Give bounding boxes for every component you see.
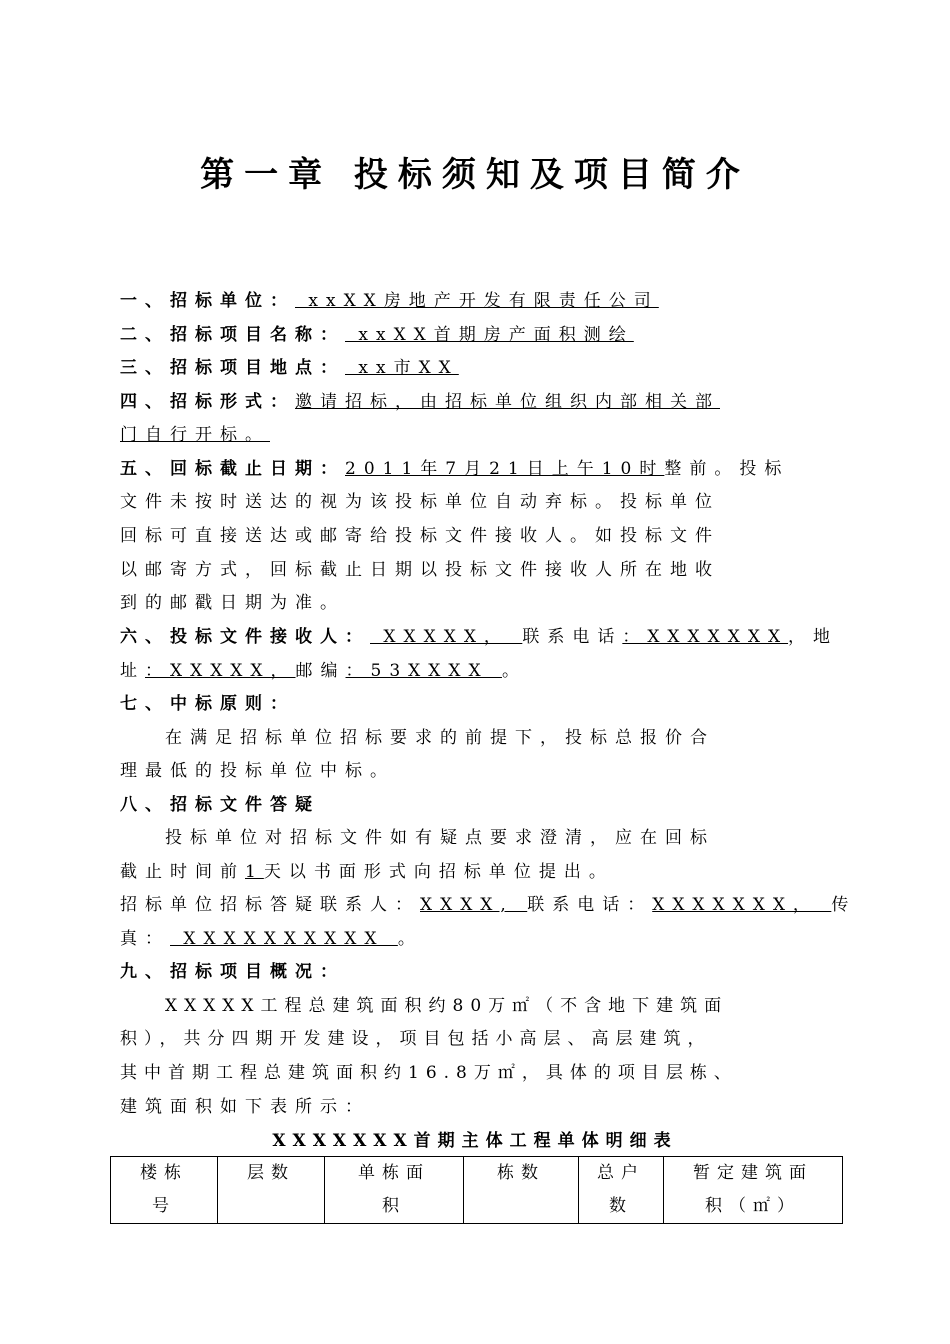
section-7-label: 七、中标原则： — [120, 694, 295, 714]
section-6-addr-pre: ，地 — [788, 627, 839, 647]
section-5-line3: 回标可直接送达或邮寄给投标文件接收人。如投标文件 — [120, 526, 720, 546]
section-8-contact-label: 招标单位招标答疑联系人： — [120, 895, 420, 915]
section-6-zip: ：53XXXX — [345, 661, 502, 681]
section-4-label: 四、招标形式： — [120, 392, 295, 412]
section-3-label: 三、招标项目地点： — [120, 358, 345, 378]
header-households: 总户 数 — [579, 1157, 664, 1224]
section-6-addr: ：XXXXX， — [145, 661, 296, 681]
section-9-label: 九、招标项目概况： — [120, 962, 345, 982]
section-2-value: xxXX首期房产面积测绘 — [345, 325, 634, 345]
section-8-fax: XXXXXXXXXX — [170, 929, 398, 949]
section-4-cont — [120, 421, 846, 449]
section-3-value: xx市XX — [345, 358, 459, 378]
section-9-line4: 建筑面积如下表所示： — [120, 1097, 370, 1117]
header-floors: 层数 — [218, 1157, 325, 1224]
section-4 — [120, 388, 846, 416]
section-8-end: 。 — [397, 929, 423, 949]
section-8-line2 — [120, 858, 846, 886]
section-8-fax-pre: 传 — [831, 895, 857, 915]
chapter-title: 第一章 投标须知及项目简介 — [200, 155, 750, 195]
section-8-line3 — [120, 891, 857, 919]
section-2 — [120, 321, 846, 349]
section-4-value-line1: 邀请招标，由招标单位组织内部相关部 — [295, 392, 720, 412]
section-8-phone: XXXXXXX， — [652, 895, 832, 915]
section-2-label: 二、招标项目名称： — [120, 325, 345, 345]
section-9-line2: 积），共分四期开发建设，项目包括小高层、高层建筑， — [120, 1029, 712, 1049]
table-header-row — [111, 1157, 843, 1224]
detail-table — [110, 1156, 843, 1224]
section-8-line2-pre: 截止时间前 — [120, 862, 245, 882]
section-5-line2: 文件未按时送达的视为该投标单位自动弃标。投标单位 — [120, 492, 720, 512]
header-building-count: 栋数 — [464, 1157, 579, 1224]
section-6-addr-label: 址 — [120, 661, 145, 681]
section-6-zip-label: 邮编 — [295, 661, 346, 681]
section-6-phone: ：XXXXXXX — [622, 627, 789, 647]
section-5-line5: 到的邮戳日期为准。 — [120, 593, 345, 613]
section-5-date: 2011年7月21日上午10时 — [345, 459, 665, 479]
section-6-label: 六、投标文件接收人： — [120, 627, 370, 647]
header-building-no: 楼栋 号 — [111, 1157, 218, 1224]
section-8-line4 — [120, 925, 846, 953]
section-5-label: 五、回标截止日期： — [120, 459, 345, 479]
section-8-fax-label: 真： — [120, 929, 170, 949]
section-6 — [120, 623, 846, 651]
section-7-line2: 理最低的投标单位中标。 — [120, 761, 395, 781]
section-6-name: XXXXX， — [370, 627, 523, 647]
section-9-line1: XXXXX工程总建筑面积约80万㎡（不含地下建筑面 — [165, 996, 729, 1016]
section-6-phone-label: 联系电话 — [522, 627, 623, 647]
section-1 — [120, 287, 846, 315]
section-1-value: xxXX房地产开发有限责任公司 — [295, 291, 659, 311]
section-4-value-line2: 门自行开标。 — [120, 425, 270, 445]
header-provisional-area: 暂定建筑面 积（㎡） — [664, 1157, 843, 1224]
table-title: XXXXXXX首期主体工程单体明细表 — [272, 1131, 678, 1151]
section-8-line1: 投标单位对招标文件如有疑点要求澄清，应在回标 — [165, 828, 715, 848]
section-8-line2-post: 天以书面形式向招标单位提出。 — [263, 862, 614, 882]
section-8-phone-label: 联系电话： — [527, 895, 653, 915]
section-6-cont — [120, 657, 846, 685]
section-8-label: 八、招标文件答疑 — [120, 795, 320, 815]
section-9-line3: 其中首期工程总建筑面积约16.8万㎡，具体的项目层栋、 — [120, 1063, 738, 1083]
section-7-line1: 在满足招标单位招标要求的前提下，投标总报价合 — [165, 728, 715, 748]
section-5 — [120, 455, 846, 483]
section-1-label: 一、招标单位： — [120, 291, 295, 311]
section-8-contact-name: XXXX, — [420, 895, 528, 915]
section-3 — [120, 354, 846, 382]
section-8-days: 1 — [245, 862, 264, 882]
section-5-line4: 以邮寄方式，回标截止日期以投标文件接收人所在地收 — [120, 560, 720, 580]
section-6-end: 。 — [501, 661, 527, 681]
header-unit-area: 单栋面 积 — [325, 1157, 464, 1224]
section-5-text: 整前。投标 — [664, 459, 790, 479]
